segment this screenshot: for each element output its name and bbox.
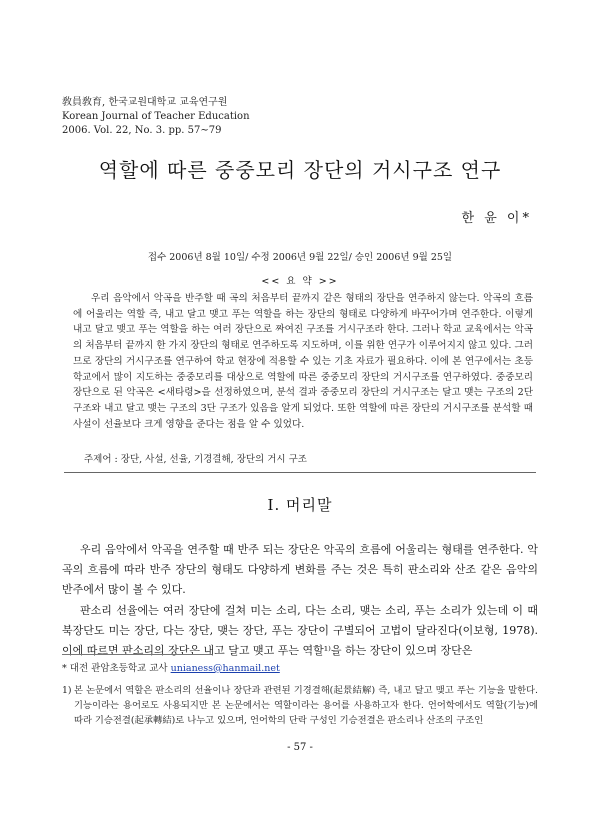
footnote-divider — [62, 654, 212, 655]
author-email-link[interactable]: unianess@hanmail.net — [170, 663, 280, 674]
submission-dates: 접수 2006년 8월 10일/ 수정 2006년 9월 22일/ 승인 2006년 9월 25일 — [147, 252, 453, 263]
author-footnote — [62, 660, 280, 674]
journal-name-english: Korean Journal of Teacher Education — [62, 111, 250, 122]
body-paragraph-1: 우리 음악에서 악곡을 연주할 때 반주 되는 장단은 악곡의 흐름에 어울리는 형태를 연주한다. 악곡의 흐름에 따라 반주 장단의 형태도 다양하게 변화를 주는 것은 특히 판소리와 산조 같은 음악의 반주에서 많이 볼 수 있다. — [62, 543, 538, 597]
abstract-divider — [64, 472, 536, 473]
paper-title: 역할에 따른 중중모리 장단의 거시구조 연구 — [98, 158, 502, 182]
journal-header — [62, 96, 250, 138]
author-affiliation: * 대전 관암초등학교 교사 — [62, 663, 168, 674]
journal-name-korean: 敎員敎育, 한국교원대학교 교육연구원 — [62, 97, 228, 108]
main-text — [62, 540, 538, 661]
body-paragraph-2: 판소리 선율에는 여러 장단에 걸쳐 미는 소리, 다는 소리, 맺는 소리, 푸는 소리가 있는데 이 때 북장단도 미는 장단, 다는 장단, 맺는 장단, 푸는 장단이 구별되어 고법이 달라진다(이보형, 1978). 이에 따르면 판소리의 장단은 내고 달고 맺고 푸는 역할¹⁾을 하는 장단이 있으며 장단은 — [62, 603, 538, 658]
keywords: 주제어 : 장단, 사설, 선율, 기경결해, 장단의 거시 구조 — [84, 454, 307, 465]
footnote-1 — [62, 683, 538, 728]
page-number: - 57 - — [287, 742, 313, 753]
abstract-body — [73, 291, 533, 432]
journal-volume-info: 2006. Vol. 22, No. 3. pp. 57∼79 — [62, 125, 222, 136]
footnote-1-text: 본 논문에서 역할은 판소리의 선율이나 장단과 관련된 기경결해(起景結解) 즉, 내고 달고 맺고 푸는 기능을 말한다. 기능이라는 용어로도 사용되지만 본 논문에서는 역할이라는 용어를 사용하고자 한다. 언어학에서도 역할(기능)에 따라 기승전결(起承轉結)로 나누고 있으며, 언어학의 단락 구성인 기승전결은 판소리나 산조의 구조인 — [74, 685, 538, 726]
abstract-heading: << 요 약 >> — [261, 276, 339, 287]
abstract-text: 우리 음악에서 악곡을 반주할 때 곡의 처음부터 끝까지 같은 형태의 장단을 연주하지 않는다. 악곡의 흐름에 어울리는 역할 즉, 내고 달고 맺고 푸는 역할을 하는 장단의 형태로 다양하게 바꾸어가며 연주한다. 이렇게 내고 달고 맺고 푸는 역할을 하는 여러 장단으로 짜여진 구조를 거시구조라 한다. 그러나 학교 교육에서는 악곡의 처음부터 끝까지 한 가지 장단의 형태로 연주하도록 지도하며, 이를 위한 연구가 이루어지지 않고 있다. 그러므로 장단의 거시구조를 연구하여 학교 현장에 적용할 수 있는 기초 자료가 필요하다. 이에 본 연구에서는 초등학교에서 많이 지도하는 중중모리를 대상으로 역할에 따른 중중모리 장단의 거시구조를 연구하였다. 중중모리 장단으로 된 악곡은 <새타령>을 선정하였으며, 분석 결과 중중모리 장단의 거시구조는 달고 맺는 구조의 2단 구조와 내고 달고 맺는 구조의 3단 구조가 있음을 알게 되었다. 또한 역할에 따른 장단의 거시구조를 분석할 때 사설이 선율보다 크게 영향을 준다는 점을 알 수 있었다. — [73, 293, 533, 430]
footnote-1-number: 1) — [62, 685, 72, 696]
section-heading: Ⅰ. 머리말 — [267, 496, 333, 514]
author-name: 한 윤 이* — [461, 211, 532, 226]
